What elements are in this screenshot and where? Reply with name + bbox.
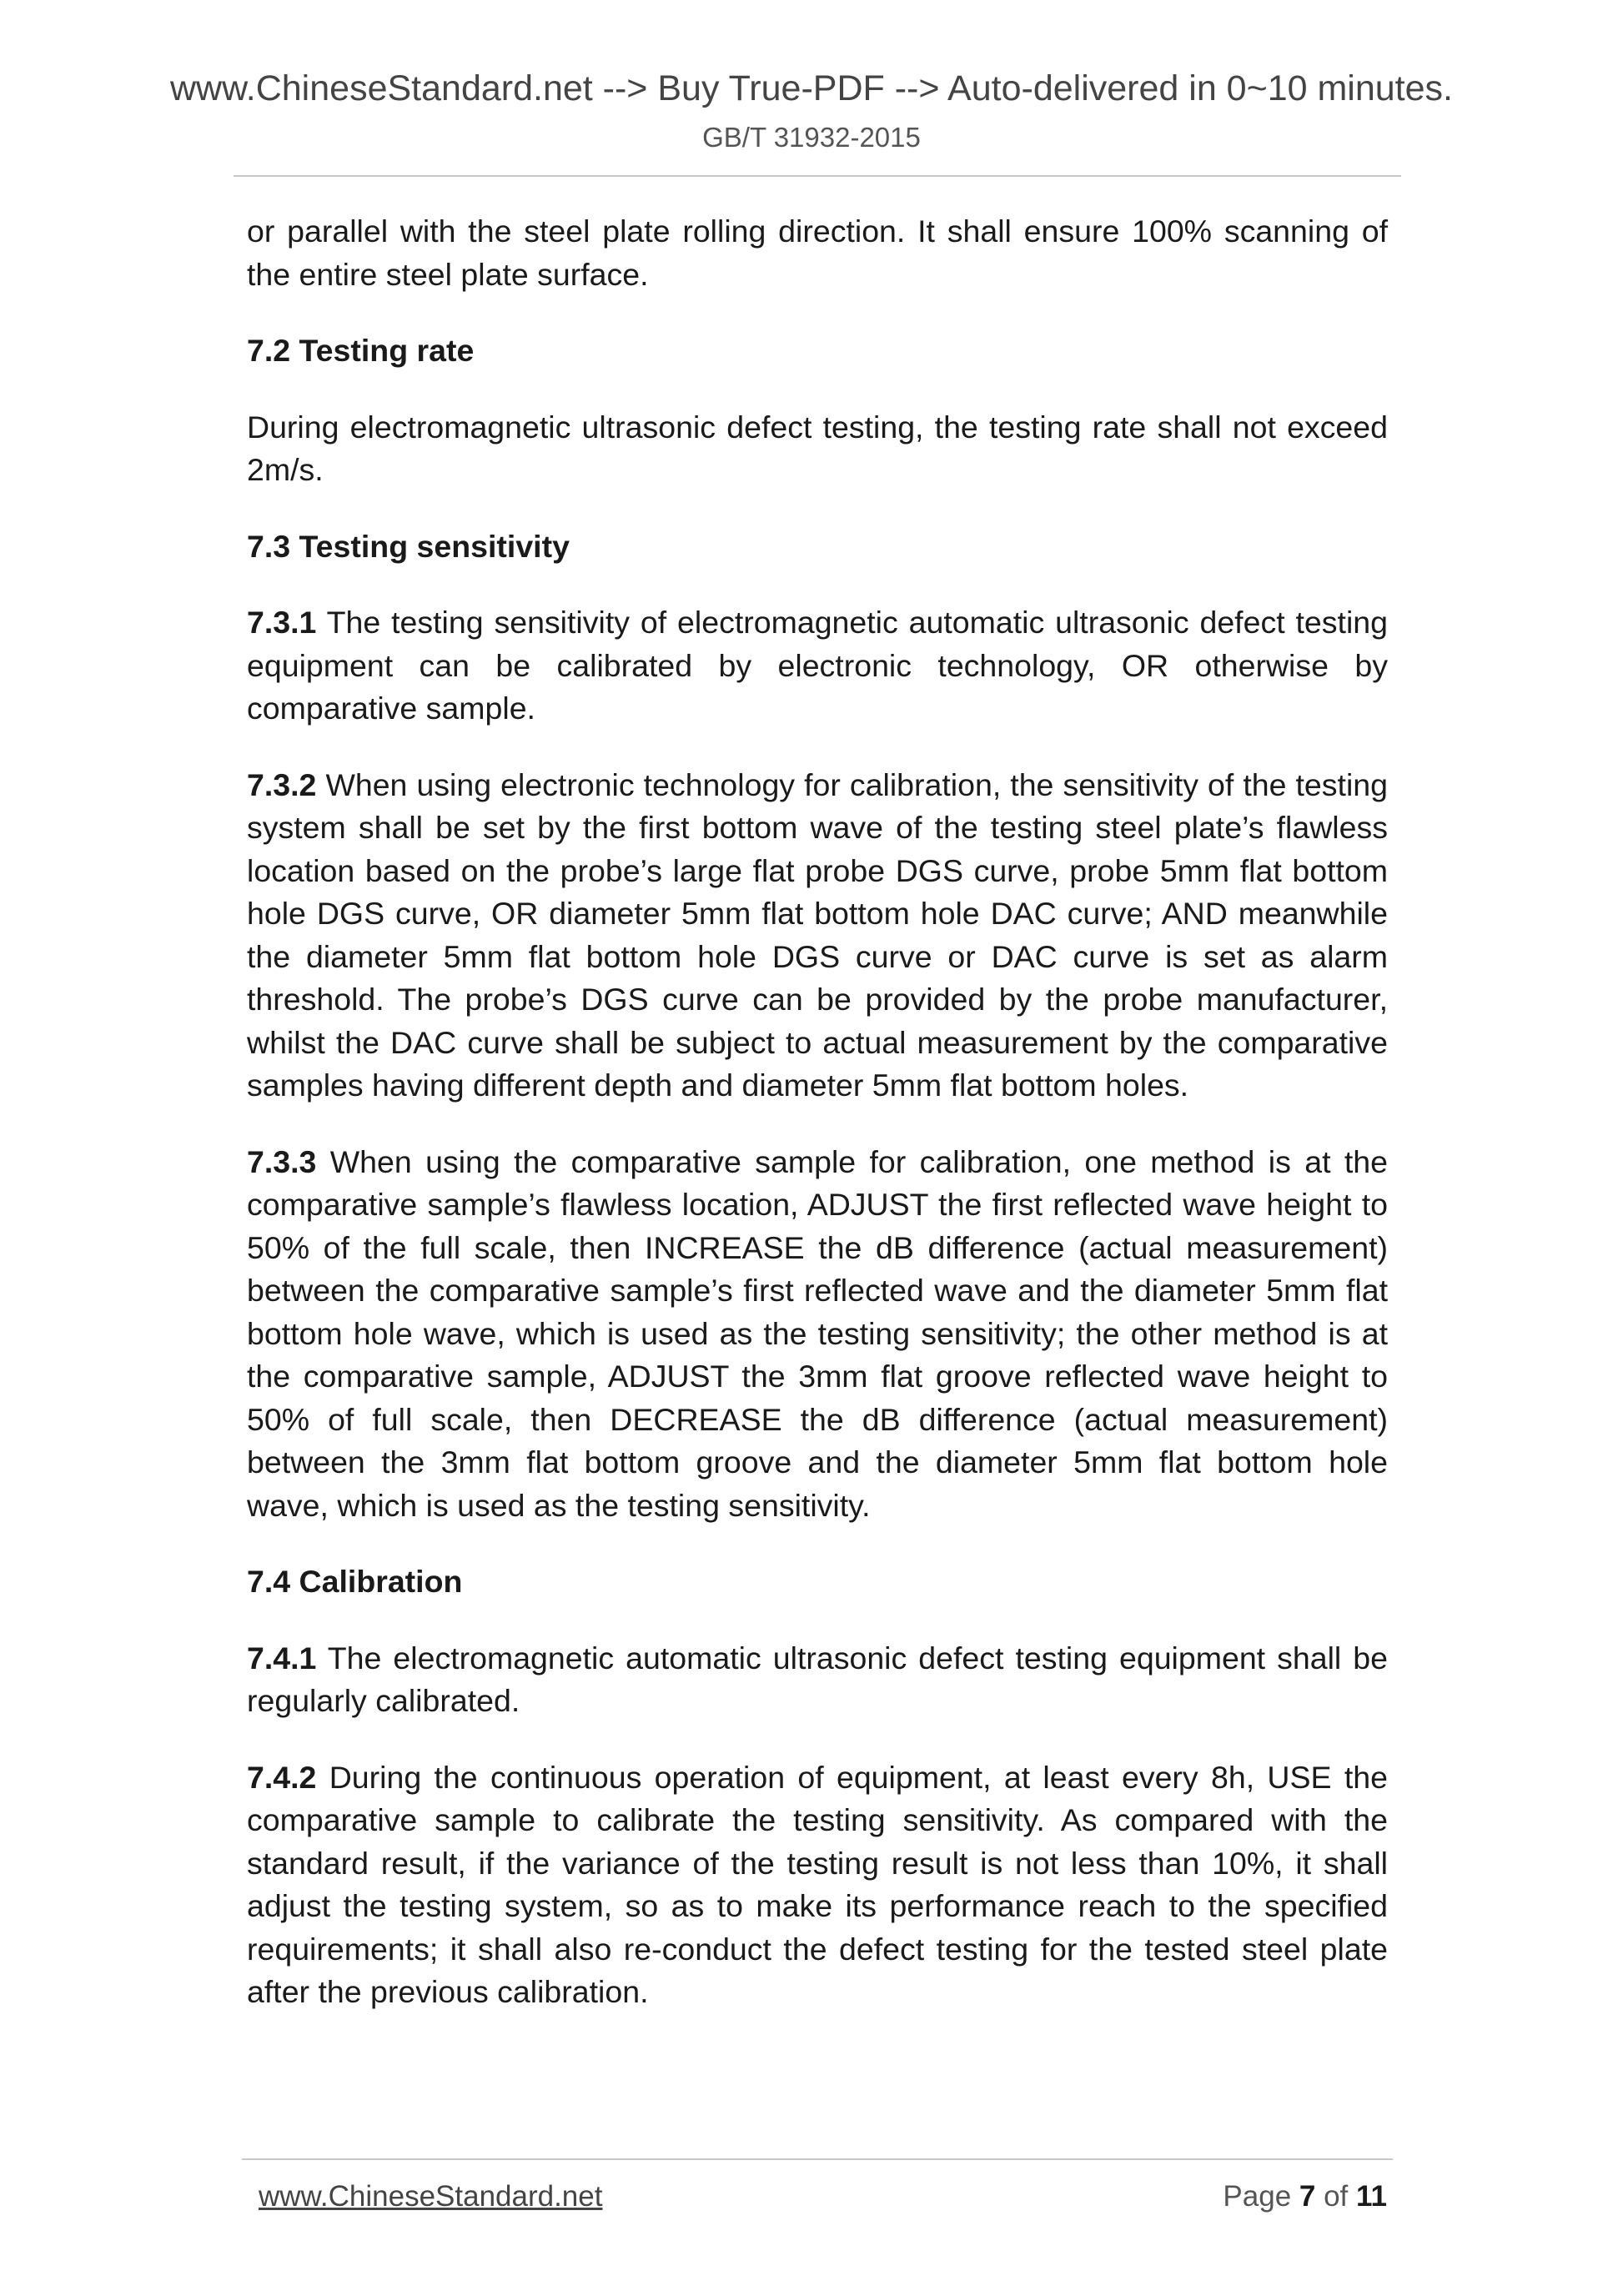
heading-7-4: 7.4 Calibration — [247, 1564, 463, 1599]
page-indicator — [1223, 2178, 1387, 2215]
clause-7-3-1 — [247, 601, 1388, 731]
page-total: 11 — [1356, 2180, 1387, 2213]
clause-number: 7.4.1 — [247, 1640, 317, 1676]
footer-divider — [242, 2158, 1393, 2160]
page-of: of — [1315, 2180, 1356, 2213]
clause-text: During the continuous operation of equipment, at least every 8h, USE the comparative sample to calibrate the testing sensitivity. As compared with the standard result, if the variance of the testing result is not less than 10%, it shall adjust the testing system, so as to make its performance reach to the specified requirements; it shall also re-conduct the defect testing for the tested steel plate after the previous calibration. — [247, 1759, 1388, 2009]
header-banner[interactable]: www.ChineseStandard.net --> Buy True-PDF --> Auto-delivered in 0~10 minutes. — [169, 68, 1453, 108]
clause-number: 7.3.2 — [247, 766, 317, 802]
clause-text: When using the comparative sample for calibration, one method is at the comparative sample’s flawless location, ADJUST the first reflected wave height to 50% of the full scale, then INCREASE the dB difference (actual measurement) between the comparative sample’s first reflected wave and the diameter 5mm flat bottom hole wave, which is used as the testing sensitivity; the other method is at the comparative sample, ADJUST the 3mm flat groove reflected wave height to 50% of full scale, then DECREASE the dB difference (actual measurement) between the 3mm flat bottom groove and the diameter 5mm flat bottom hole wave, which is used as the testing sensitivity. — [247, 1143, 1388, 1523]
heading-7-2: 7.2 Testing rate — [247, 333, 475, 368]
clause-number: 7.3.1 — [247, 605, 317, 640]
intro-paragraph: or parallel with the steel plate rolling direction. It shall ensure 100% scanning of the entire steel plate surface. — [247, 214, 1388, 292]
clause-7-3-2 — [247, 764, 1388, 1108]
clause-number: 7.4.2 — [247, 1759, 317, 1795]
document-body — [247, 210, 1388, 2047]
paragraph-7-2: During electromagnetic ultrasonic defect testing, the testing rate shall not exceed 2m/s. — [247, 409, 1388, 487]
clause-number: 7.3.3 — [247, 1143, 317, 1179]
clause-text: When using electronic technology for calibration, the sensitivity of the testing system shall be set by the first bottom wave of the testing steel plate’s flawless location based on the probe’s large flat probe DGS curve, probe 5mm flat bottom hole DGS curve, OR diameter 5mm flat bottom hole DAC curve; AND meanwhile the diameter 5mm flat bottom hole DGS curve or DAC curve is set as alarm threshold. The probe’s DGS curve can be provided by the probe manufacturer, whilst the DAC curve shall be subject to actual measurement by the comparative samples having different depth and diameter 5mm flat bottom holes. — [247, 766, 1388, 1103]
clause-7-3-3 — [247, 1141, 1388, 1528]
heading-7-3: 7.3 Testing sensitivity — [247, 528, 570, 564]
page-current: 7 — [1299, 2180, 1316, 2213]
clause-7-4-1 — [247, 1637, 1388, 1723]
clause-7-4-2 — [247, 1756, 1388, 2014]
footer-site-link[interactable]: www.ChineseStandard.net — [259, 2180, 603, 2213]
page-label: Page — [1223, 2180, 1299, 2213]
header-divider — [234, 175, 1401, 177]
clause-text: The electromagnetic automatic ultrasonic defect testing equipment shall be regularly calibrated. — [247, 1640, 1388, 1718]
standard-code: GB/T 31932-2015 — [702, 122, 921, 153]
clause-text: The testing sensitivity of electromagnetic automatic ultrasonic defect testing equipment can be calibrated by electronic technology, OR otherwise by comparative sample. — [247, 605, 1388, 726]
